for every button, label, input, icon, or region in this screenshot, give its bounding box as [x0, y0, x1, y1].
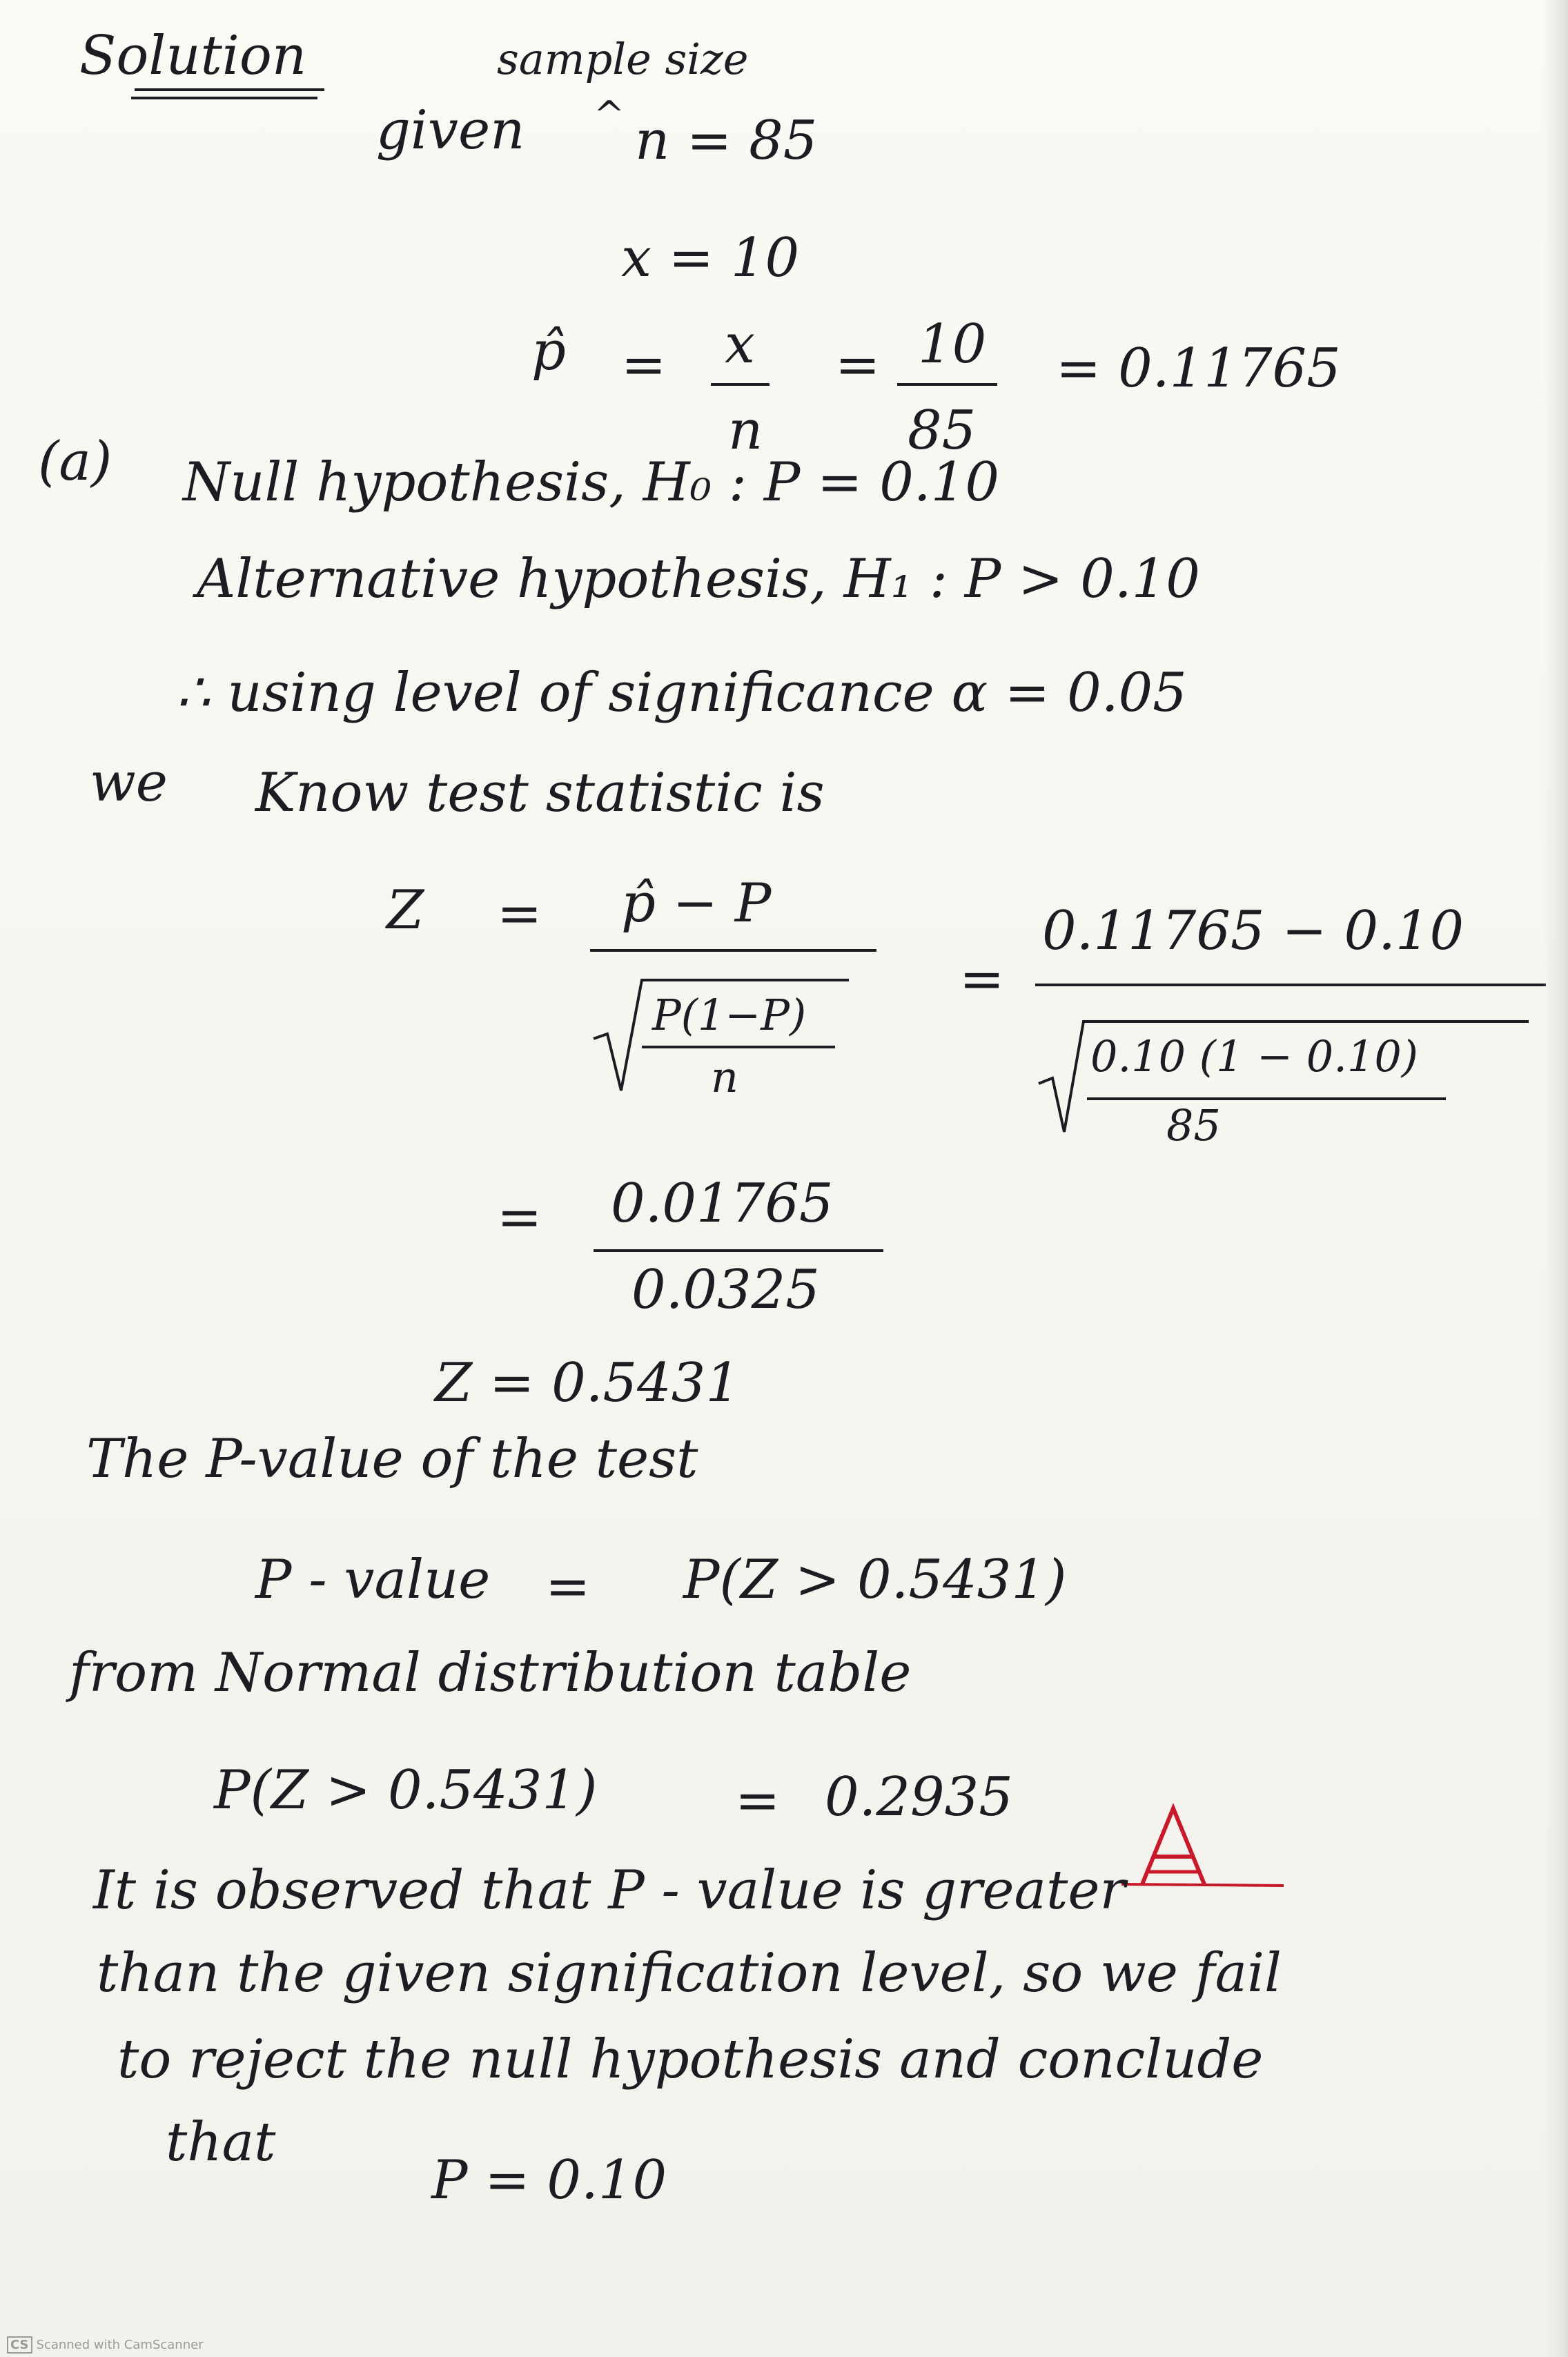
conclusion-result: P = 0.10 [431, 2149, 667, 2211]
given-label: given [376, 99, 525, 162]
solution-heading: Solution [79, 25, 307, 87]
z-value-result: Z = 0.5431 [435, 1352, 741, 1414]
null-hypothesis: Null hypothesis, H₀ : P = 0.10 [183, 451, 999, 514]
z-value-equals: = [497, 1186, 542, 1249]
z-symbol: Z [386, 879, 424, 941]
conclusion-line-2: than the given signification level, so we fail [97, 1942, 1282, 2004]
n-denominator: n [728, 400, 763, 462]
z-value-fraction-bar [594, 1249, 883, 1252]
answer-a-icon [1115, 1794, 1287, 1891]
test-statistic-intro: Know test statistic is [255, 762, 825, 824]
solution-underline-2 [131, 97, 317, 99]
z-inner-numerator: P(1−P) [652, 990, 807, 1040]
z-inner-bar [642, 1046, 835, 1048]
z-fraction-bar [590, 949, 876, 952]
eightyfive-denominator: 85 [908, 400, 977, 462]
p-value-equals: = [545, 1556, 591, 1618]
sample-size-value: n = 85 [635, 110, 818, 172]
p-value-label: P - value [255, 1549, 491, 1611]
z-numerator-values: 0.11765 − 0.10 [1042, 900, 1464, 962]
z-fraction-bar-2 [1035, 984, 1546, 986]
z-inner-bar-2 [1087, 1097, 1446, 1100]
conclusion-line-4: that [166, 2111, 276, 2173]
p-hat-result: = 0.11765 [1056, 338, 1341, 400]
z-value-numerator: 0.01765 [611, 1173, 834, 1235]
we-label: we [90, 752, 168, 814]
camscanner-logo: CS [7, 2336, 32, 2354]
z-numerator: p̂ − P [621, 872, 772, 935]
z-value-denominator: 0.0325 [631, 1259, 820, 1321]
p-value-result: 0.2935 [825, 1766, 1013, 1828]
page-edge-shadow [1543, 0, 1568, 2357]
p-value-calculation: P(Z > 0.5431) [214, 1759, 598, 1821]
equals-1: = [621, 334, 667, 396]
sample-size-note: sample size [497, 34, 749, 84]
caret-mark: ^ [594, 93, 625, 137]
normal-table-note: from Normal distribution table [69, 1642, 912, 1704]
equals-2: = [835, 334, 881, 396]
fraction-bar-10-85 [897, 383, 997, 386]
x-value: x = 10 [621, 227, 800, 289]
p-hat: p̂ [531, 320, 566, 382]
p-value-expression: P(Z > 0.5431) [683, 1549, 1067, 1611]
scanner-text: Scanned with CamScanner [36, 2338, 204, 2352]
p-value-intro: The P-value of the test [86, 1428, 698, 1490]
significance-level: ∴ using level of significance α = 0.05 [176, 662, 1187, 724]
fraction-bar-x-n [711, 383, 770, 386]
part-a-label: (a) [38, 431, 112, 493]
conclusion-line-1: It is observed that P - value is greater [93, 1859, 1126, 1921]
alternative-hypothesis: Alternative hypothesis, H₁ : P > 0.10 [197, 548, 1200, 610]
ten-numerator: 10 [918, 313, 987, 375]
conclusion-line-3: to reject the null hypothesis and conclude [117, 2028, 1264, 2091]
z-equals-2: = [959, 948, 1005, 1010]
x-numerator: x [725, 313, 755, 375]
z-inner-numerator-values: 0.10 (1 − 0.10) [1090, 1031, 1418, 1082]
z-inner-denominator: n [711, 1052, 738, 1102]
p-value-calc-equals: = [735, 1770, 781, 1832]
solution-underline-1 [135, 88, 324, 91]
z-equals: = [497, 883, 542, 945]
scanner-footer [7, 2336, 204, 2354]
z-inner-denominator-values: 85 [1166, 1100, 1221, 1151]
